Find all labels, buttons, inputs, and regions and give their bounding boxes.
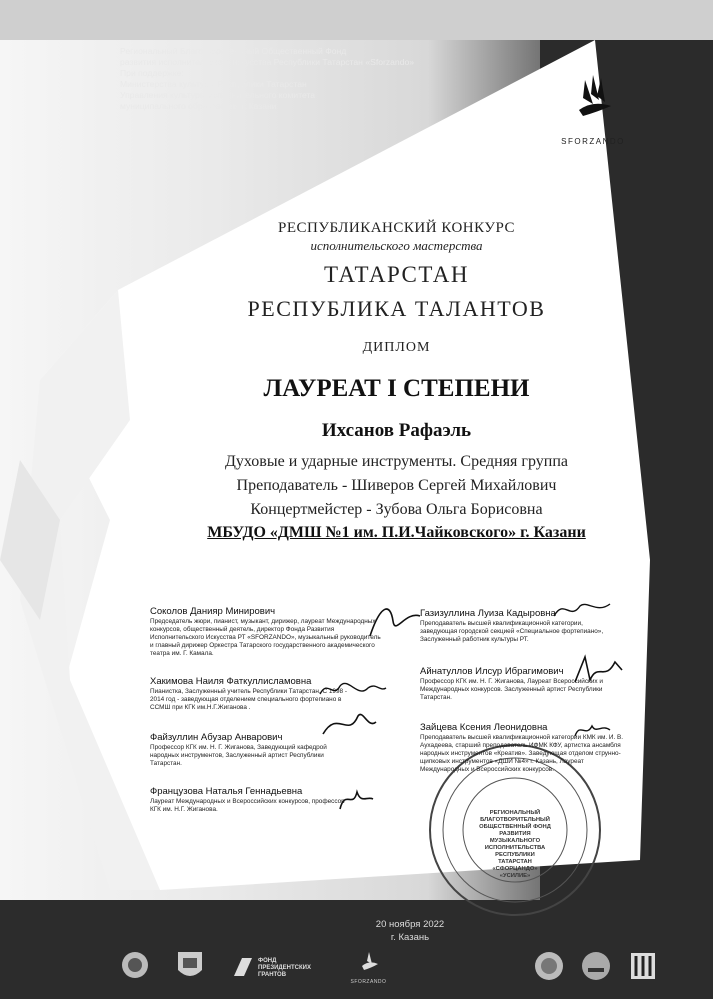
stamp-line: ОБЩЕСТВЕННЫЙ ФОНД bbox=[479, 824, 551, 830]
jury-description: Пианистка, Заслуженный учитель Республики Татарстан. С 1998 - 2014 год - заведующая отделением специального фортепиано в ССМШ при КГК им.Н.Г.Жиганова . bbox=[150, 688, 347, 711]
header-line: развития исполнительского искусства Республики Татарстан «Sforzando» bbox=[120, 57, 415, 67]
city-text: г. Казань bbox=[390, 932, 430, 943]
tatarstan-emblem-icon bbox=[120, 950, 150, 980]
ministry-emblem-icon bbox=[533, 950, 565, 982]
stamp-line: «СФОРЦАНДО» bbox=[492, 866, 538, 872]
presidential-grants-text bbox=[258, 958, 311, 979]
title-line-1: ТАТАРСТАН bbox=[323, 262, 470, 287]
lukoil-logo-icon bbox=[630, 952, 656, 980]
jury-name: Французова Наталья Геннадьевна bbox=[150, 786, 303, 797]
jury-description: Преподаватель высшей квалификационной категории, заведующая городской секцией «Специальное фортепиано», Заслуженный работник культуры РТ. bbox=[420, 620, 604, 643]
date-block bbox=[330, 918, 490, 944]
recipient-name: Ихсанов Рафаэль bbox=[321, 420, 472, 441]
signature bbox=[570, 652, 625, 687]
title-line-2: РЕСПУБЛИКА ТАЛАНТОВ bbox=[247, 296, 546, 321]
school-line: МБУДО «ДМШ №1 им. П.И.Чайковского» г. Казани bbox=[207, 524, 586, 541]
jury-description: Преподаватель высшей квалификационной категории КМК им. И. В. Аухадеева, старший преподаватель ИФМК КФУ, артистка ансамбля народных инструментов «Креатив». Заведующая отделом струнно-щипковых инструментов «ДШИ №4» г. Казань, Лауреат Международных и Всероссийских конкурсов. bbox=[420, 734, 624, 773]
jury-name: Айнатуллов Илсур Ибрагимович bbox=[420, 666, 564, 677]
jury-name: Газизуллина Луиза Кадыровна bbox=[420, 608, 556, 619]
jury-name: Файзуллин Абузар Анварович bbox=[150, 732, 283, 743]
pf-line: ФОНД bbox=[258, 958, 277, 964]
award-title: ЛАУРЕАТ I СТЕПЕНИ bbox=[263, 375, 530, 402]
bird-icon bbox=[356, 950, 382, 974]
stamp-line: РЕСПУБЛИКИ ТАТАРСТАН bbox=[495, 852, 535, 865]
footer-logo-text: SFORZANDO bbox=[350, 979, 387, 985]
jury-member bbox=[150, 606, 385, 658]
logo-text: SFORZANDO bbox=[561, 137, 625, 146]
pf-line: ПРЕЗИДЕНТСКИХ bbox=[258, 965, 311, 971]
jury-member bbox=[150, 786, 350, 814]
stamp-line: БЛАГОТВОРИТЕЛЬНЫЙ bbox=[480, 817, 550, 823]
presidential-grants-icon bbox=[232, 956, 254, 978]
signature bbox=[365, 596, 425, 646]
stamp-line: ИСПОЛНИТЕЛЬСТВА bbox=[484, 845, 546, 851]
jury-description: Лауреат Международных и Всероссийских конкурсов, профессор КГК им. Н.Г. Жиганова. bbox=[150, 798, 345, 813]
jury-description: Профессор КГК им. Н. Г. Жиганова, Заведующий кафедрой народных инструментов, Заслуженный артист Республики Татарстан. bbox=[150, 744, 327, 767]
signature bbox=[335, 784, 375, 814]
teacher-line: Преподаватель - Шиверов Сергей Михайлович bbox=[236, 477, 557, 494]
signature bbox=[552, 596, 612, 626]
contest-title: РЕСПУБЛИКАНСКИЙ КОНКУРС bbox=[278, 220, 515, 236]
category-line: Духовые и ударные инструменты. Средняя группа bbox=[224, 453, 568, 470]
date-text: 20 ноября 2022 bbox=[375, 919, 445, 930]
header-line: При поддержке: bbox=[120, 68, 184, 78]
sforzando-logo bbox=[548, 70, 638, 146]
signature bbox=[318, 704, 378, 744]
header-line: Управления культуры исполнительного комитета bbox=[120, 90, 316, 100]
contest-subtitle: исполнительского мастерства bbox=[310, 238, 483, 253]
pf-line: ГРАНТОВ bbox=[258, 972, 287, 978]
stamp-text bbox=[478, 810, 552, 880]
header-line: Министерства культуры Республики Татарстан bbox=[120, 79, 307, 89]
jury-name: Соколов Данияр Минирович bbox=[150, 606, 276, 617]
jury-name: Зайцева Ксения Леонидовна bbox=[420, 722, 548, 733]
bird-icon bbox=[563, 70, 623, 130]
jury-description: Председатель жюри, пианист, музыкант, дирижер, лауреат Международных конкурсов, общественный деятель, директор Фонда Развития Исполнительского Искусства РТ «SFORZANDO», музыкальный руководитель и главный дирижер Оркестра Татарского государственного академического театра им. Г. Камала. bbox=[150, 618, 381, 657]
accompanist-line: Концертмейстер - Зубова Ольга Борисовна bbox=[250, 501, 543, 518]
diploma-label: ДИПЛОМ bbox=[362, 340, 431, 355]
header-line: муниципального образования г. Казани bbox=[120, 101, 277, 111]
jury-description: Профессор КГК им. Н. Г. Жиганова, Лауреат Всероссийских и Международных конкурсов. Заслуженный артист Республики Татарстан. bbox=[420, 678, 603, 701]
sforzando-footer-logo bbox=[346, 950, 391, 985]
jury-name: Хакимова Наиля Фаткуллисламовна bbox=[150, 676, 312, 687]
stamp-line: «УСИЛИЕ» bbox=[499, 873, 531, 879]
stamp-line: РАЗВИТИЯ МУЗЫКАЛЬНОГО bbox=[489, 831, 541, 844]
organizer-header bbox=[120, 46, 460, 112]
header-line: Региональный Благотворительный Общественный Фонд bbox=[120, 46, 347, 56]
signature bbox=[318, 674, 388, 704]
kazan-emblem-icon bbox=[175, 950, 205, 982]
stamp-line: РЕГИОНАЛЬНЫЙ bbox=[489, 810, 541, 816]
top-strip bbox=[0, 0, 713, 40]
signature bbox=[572, 718, 612, 743]
gallery-emblem-icon bbox=[580, 950, 612, 982]
